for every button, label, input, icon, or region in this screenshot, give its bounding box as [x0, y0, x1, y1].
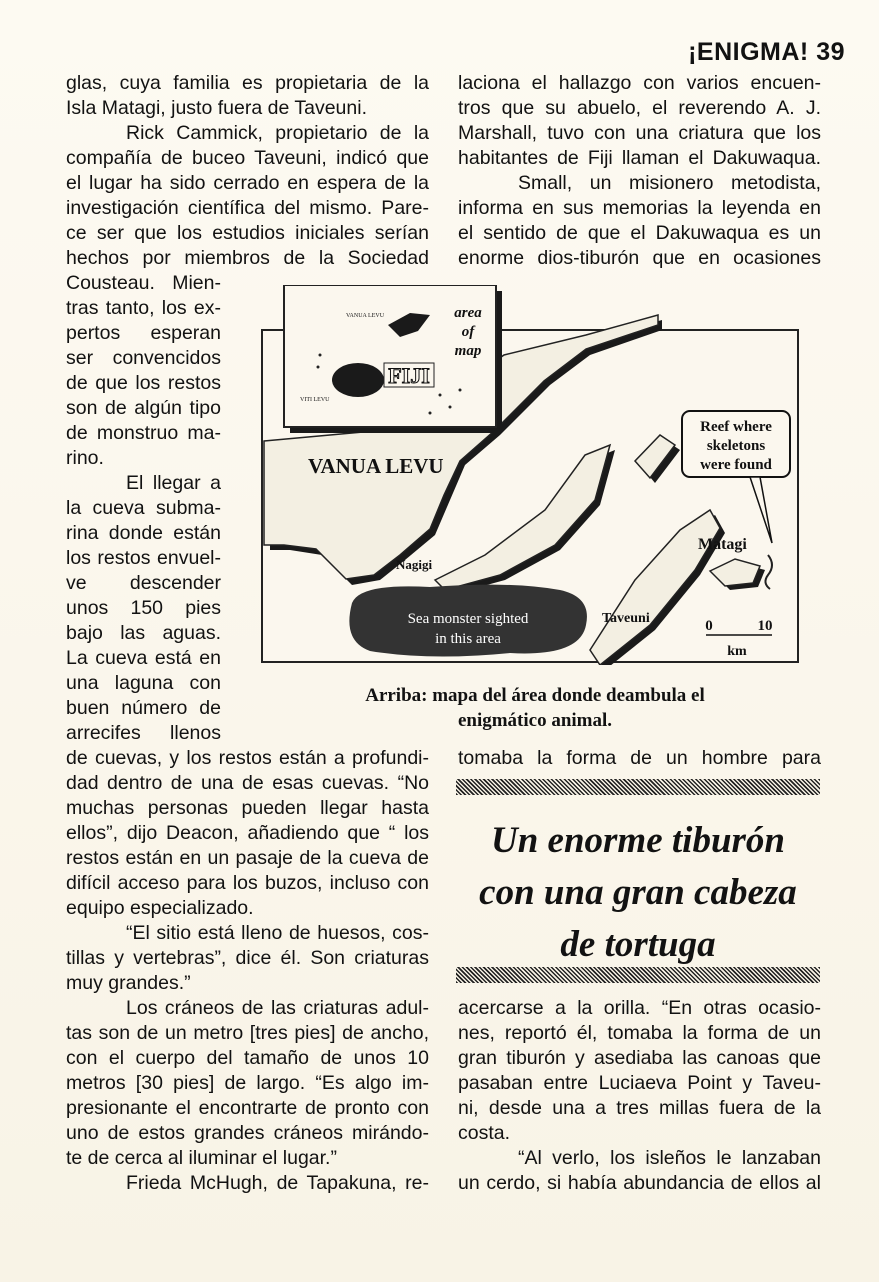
pull-quote [456, 815, 820, 971]
text-line: acercarse a la orilla. “En otras ocasio- [458, 997, 821, 1019]
text-line: Frieda McHugh, de Tapakuna, re- [126, 1172, 429, 1194]
text-line: Isla Matagi, justo fuera de Taveuni. [66, 97, 367, 119]
reef-label: were found [700, 457, 772, 473]
matagi-label: Matagi [698, 536, 747, 553]
scale-zero: 0 [705, 618, 713, 634]
text-line: dad dentro de una de esas cuevas. “No [66, 772, 429, 794]
text-line: buen número de [66, 697, 221, 719]
text-line: te de cerca al iluminar el lugar.” [66, 1147, 337, 1169]
text-line: “El sitio está lleno de huesos, cos- [126, 922, 429, 944]
text-line: una laguna con [66, 672, 221, 694]
text-line: nes, reportó él, tomaba la forma de un [458, 1022, 821, 1044]
text-line: presionante el encontrarte de pronto con [66, 1097, 429, 1119]
pull-quote-line: de tortuga [560, 924, 716, 965]
text-line: Los cráneos de las criaturas adul- [126, 997, 429, 1019]
text-line: el sentido de que el Dakuwaqua es un [458, 222, 821, 244]
text-line: pasaban entre Luciaeva Point y Taveu- [458, 1072, 821, 1094]
text-line: Rick Cammick, propietario de la [126, 122, 429, 144]
text-line: bajo las aguas. [66, 622, 221, 644]
text-line: laciona el hallazgo con varios encuen- [458, 72, 821, 94]
text-line: enorme dios-tiburón que en ocasiones [458, 247, 821, 269]
pull-quote-rule-bottom [456, 967, 820, 983]
text-line: de monstruo ma- [66, 422, 221, 444]
text-line: metros [30 pies] de largo. “Es algo im- [66, 1072, 429, 1094]
text-line: muy grandes.” [66, 972, 191, 994]
text-line: informa en sus memorias la leyenda en [458, 197, 821, 219]
text-line: uno de estos grandes cráneos mirándo- [66, 1122, 429, 1144]
scale-ten: 10 [757, 618, 773, 634]
text-line: difícil acceso para los buzos, incluso con [66, 872, 429, 894]
fiji-inset [284, 285, 502, 433]
text-line: compañía de buceo Taveuni, indicó que [66, 147, 429, 169]
taveuni-label: Taveuni [602, 611, 650, 626]
text-line: tas son de un metro [tres pies] de ancho, [66, 1022, 429, 1044]
sea-monster-label: in this area [435, 631, 501, 647]
text-line: Small, un misionero metodista, [518, 172, 821, 194]
text-line: La cueva está en [66, 647, 221, 669]
text-line: tras tanto, los ex- [66, 297, 221, 319]
sea-monster-label: Sea monster sighted [407, 611, 529, 627]
text-line: el lugar ha sido cerrado en espera de la [66, 172, 429, 194]
reef-label: Reef where [700, 419, 772, 435]
text-line: restos están en un pasaje de la cueva de [66, 847, 429, 869]
text-line: la cueva subma- [66, 497, 221, 519]
text-line: son de algún tipo [66, 397, 221, 419]
pull-quote-line: con una gran cabeza [479, 872, 797, 913]
inset-viti-levu-shape [332, 363, 384, 397]
caption-line: Arriba: mapa del área donde deambula el [365, 685, 705, 706]
text-line: costa. [458, 1122, 511, 1144]
caption-line: enigmático animal. [457, 710, 613, 731]
text-line: ce ser que los estudios iniciales serían [66, 222, 429, 244]
inset-fiji-label: FIJI [388, 363, 430, 388]
pull-quote-rule-top [456, 779, 820, 795]
inset-area-label: map [454, 343, 482, 359]
text-line: ni, desde una a tres millas fuera de la [458, 1097, 821, 1119]
text-line: tros que su abuelo, el reverendo A. J. [458, 97, 821, 119]
text-line: tomaba la forma de un hombre para [458, 747, 821, 769]
pull-quote-line: Un enorme tiburón [490, 820, 785, 861]
text-line: glas, cuya familia es propietaria de la [66, 72, 429, 94]
vanua-levu-label: VANUA LEVU [308, 454, 444, 478]
nagigi-label: Nagigi [396, 557, 433, 572]
text-line: “Al verlo, los isleños le lanzaban [518, 1147, 821, 1169]
map-caption [300, 683, 770, 733]
text-line: los restos envuel- [66, 547, 221, 569]
text-line: rina donde están [66, 522, 221, 544]
text-line: de cuevas, y los restos están a profundi- [66, 747, 429, 769]
text-line: unos 150 pies [66, 597, 221, 619]
page-header: ¡ENIGMA! 39 [688, 38, 845, 66]
area-map [260, 285, 800, 665]
text-line: con el cuerpo del tamaño de unos 10 [66, 1047, 429, 1069]
text-line: ser convencidos [66, 347, 221, 369]
text-line: arrecifes llenos [66, 722, 221, 744]
text-line: gran tiburón y asediaba las canoas que [458, 1047, 821, 1069]
text-line: ellos”, dijo Deacon, añadiendo que “ los [66, 822, 429, 844]
text-line: tillas y vertebras”, dice él. Son criaturas [66, 947, 429, 969]
text-line: El llegar a [126, 472, 221, 494]
inset-viti-levu-label: VITI LEVU [300, 397, 330, 403]
text-line: investigación científica del mismo. Pare- [66, 197, 429, 219]
text-line: habitantes de Fiji llaman el Dakuwaqua. [458, 147, 821, 169]
inset-vanua-levu-label: VANUA LEVU [346, 313, 385, 319]
text-line: un cerdo, si había abundancia de ellos al [458, 1172, 821, 1194]
text-line: pertos esperan [66, 322, 221, 344]
scale-unit: km [727, 644, 747, 659]
text-line: hechos por miembros de la Sociedad [66, 247, 429, 269]
inset-area-label: of [461, 324, 475, 340]
text-line: ve descender [66, 572, 221, 594]
inset-area-label: area [454, 305, 482, 321]
text-line: de que los restos [66, 372, 221, 394]
text-line: rino. [66, 447, 104, 469]
text-line: muchas personas pueden llegar hasta [66, 797, 429, 819]
text-line: Cousteau. Mien- [66, 272, 221, 294]
text-line: Marshall, tuvo con una criatura que los [458, 122, 821, 144]
text-line: equipo especializado. [66, 897, 254, 919]
reef-label: skeletons [706, 438, 766, 454]
